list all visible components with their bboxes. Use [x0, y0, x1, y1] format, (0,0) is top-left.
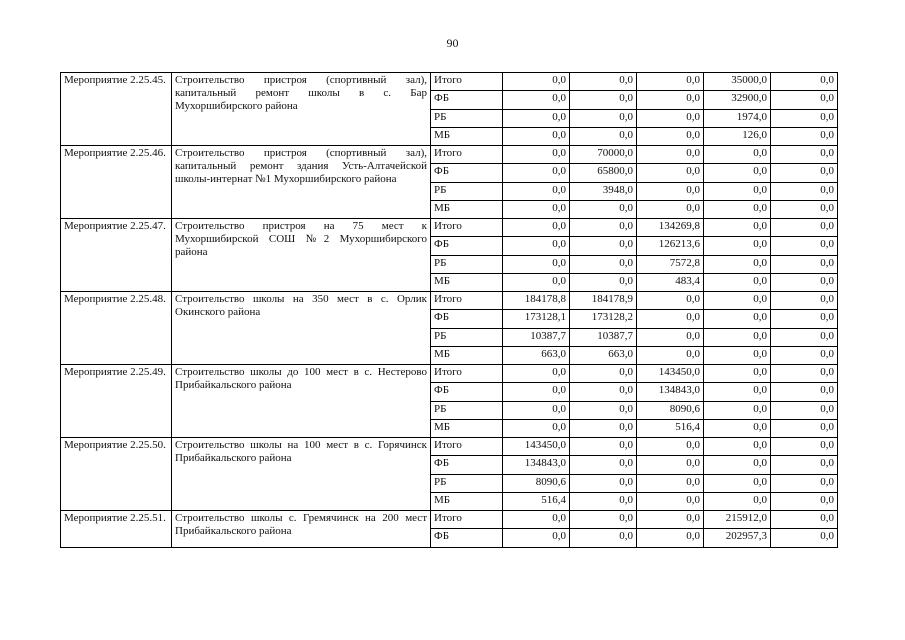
- funding-value: 0,0: [704, 292, 771, 310]
- funding-source: Итого: [431, 511, 503, 529]
- funding-source: ФБ: [431, 237, 503, 256]
- funding-value: 0,0: [771, 475, 838, 493]
- funding-value: 0,0: [637, 164, 704, 183]
- funding-value: 134843,0: [503, 456, 570, 475]
- funding-value: 0,0: [771, 511, 838, 529]
- funding-value: 0,0: [771, 402, 838, 420]
- funding-value: 0,0: [637, 529, 704, 548]
- funding-value: 0,0: [637, 347, 704, 365]
- table-row: [61, 292, 838, 310]
- funding-value: 0,0: [771, 91, 838, 110]
- table-row: [61, 438, 838, 456]
- funding-value: 0,0: [637, 493, 704, 511]
- funding-value: 65800,0: [570, 164, 637, 183]
- funding-value: 0,0: [570, 274, 637, 292]
- funding-value: 0,0: [771, 219, 838, 237]
- measure-description: Строительство пристроя на 75 мест к Мухоршибирской СОШ №2 Мухоршибирского района: [172, 219, 431, 292]
- funding-value: 0,0: [704, 475, 771, 493]
- funding-value: 0,0: [637, 183, 704, 201]
- funding-value: 0,0: [771, 310, 838, 329]
- funding-value: 0,0: [771, 274, 838, 292]
- funding-value: 0,0: [771, 529, 838, 548]
- funding-source: МБ: [431, 128, 503, 146]
- funding-value: 0,0: [570, 219, 637, 237]
- funding-value: 0,0: [771, 183, 838, 201]
- measure-code: Мероприятие 2.25.45.: [61, 73, 172, 146]
- funding-source: РБ: [431, 256, 503, 274]
- funding-value: 0,0: [637, 310, 704, 329]
- funding-value: 0,0: [704, 274, 771, 292]
- funding-value: 0,0: [637, 511, 704, 529]
- funding-value: 0,0: [503, 529, 570, 548]
- measure-description: Строительство пристроя (спортивный зал), капитальный ремонт здания Усть-Алтачейской школы-интернат №1 Мухоршибирского района: [172, 146, 431, 219]
- funding-value: 184178,9: [570, 292, 637, 310]
- measure-code: Мероприятие 2.25.46.: [61, 146, 172, 219]
- funding-value: 0,0: [771, 237, 838, 256]
- funding-value: 0,0: [503, 146, 570, 164]
- funding-value: 0,0: [503, 383, 570, 402]
- funding-value: 0,0: [637, 73, 704, 91]
- funding-value: 7572,8: [637, 256, 704, 274]
- measure-code: Мероприятие 2.25.48.: [61, 292, 172, 365]
- funding-value: 0,0: [771, 420, 838, 438]
- funding-value: 134269,8: [637, 219, 704, 237]
- funding-value: 0,0: [704, 383, 771, 402]
- measure-description: Строительство школы до 100 мест в с. Нестерово Прибайкальского района: [172, 365, 431, 438]
- funding-value: 0,0: [704, 310, 771, 329]
- funding-value: 0,0: [503, 73, 570, 91]
- funding-value: 0,0: [771, 292, 838, 310]
- funding-value: 0,0: [704, 493, 771, 511]
- funding-value: 0,0: [637, 456, 704, 475]
- page-number: 90: [446, 36, 459, 50]
- funding-value: 0,0: [704, 219, 771, 237]
- measure-description: Строительство школы с. Гремячинск на 200 мест Прибайкальского района: [172, 511, 431, 548]
- table-row: [61, 146, 838, 164]
- funding-value: 70000,0: [570, 146, 637, 164]
- funding-value: 0,0: [704, 201, 771, 219]
- funding-value: 35000,0: [704, 73, 771, 91]
- funding-value: 0,0: [637, 91, 704, 110]
- funding-value: 0,0: [570, 511, 637, 529]
- measure-code: Мероприятие 2.25.49.: [61, 365, 172, 438]
- funding-value: 0,0: [771, 365, 838, 383]
- funding-source: МБ: [431, 274, 503, 292]
- funding-value: 0,0: [503, 164, 570, 183]
- funding-value: 0,0: [570, 110, 637, 128]
- table-row: [61, 73, 838, 91]
- funding-source: РБ: [431, 475, 503, 493]
- funding-value: 0,0: [503, 183, 570, 201]
- funding-table: [60, 72, 838, 548]
- measure-description: Строительство школы на 100 мест в с. Горячинск Прибайкальского района: [172, 438, 431, 511]
- funding-source: ФБ: [431, 529, 503, 548]
- funding-value: 0,0: [704, 256, 771, 274]
- funding-value: 0,0: [704, 456, 771, 475]
- funding-value: 3948,0: [570, 183, 637, 201]
- funding-value: 0,0: [570, 128, 637, 146]
- funding-value: 0,0: [503, 201, 570, 219]
- funding-value: 173128,2: [570, 310, 637, 329]
- funding-value: 663,0: [503, 347, 570, 365]
- funding-value: 134843,0: [637, 383, 704, 402]
- funding-source: Итого: [431, 292, 503, 310]
- funding-value: 0,0: [704, 183, 771, 201]
- funding-value: 0,0: [637, 146, 704, 164]
- funding-value: 0,0: [570, 456, 637, 475]
- funding-value: 0,0: [503, 219, 570, 237]
- funding-value: 0,0: [570, 201, 637, 219]
- funding-source: ФБ: [431, 383, 503, 402]
- funding-source: МБ: [431, 493, 503, 511]
- funding-source: Итого: [431, 146, 503, 164]
- funding-source: Итого: [431, 365, 503, 383]
- funding-value: 0,0: [771, 73, 838, 91]
- funding-value: 0,0: [570, 529, 637, 548]
- funding-value: 215912,0: [704, 511, 771, 529]
- funding-value: 0,0: [704, 347, 771, 365]
- funding-source: МБ: [431, 347, 503, 365]
- funding-value: 0,0: [503, 91, 570, 110]
- funding-value: 126213,6: [637, 237, 704, 256]
- funding-value: 0,0: [570, 365, 637, 383]
- funding-value: 0,0: [704, 365, 771, 383]
- funding-value: 0,0: [771, 493, 838, 511]
- funding-value: 0,0: [503, 274, 570, 292]
- funding-value: 202957,3: [704, 529, 771, 548]
- funding-source: РБ: [431, 402, 503, 420]
- funding-value: 0,0: [771, 329, 838, 347]
- funding-value: 0,0: [637, 292, 704, 310]
- funding-value: 0,0: [570, 383, 637, 402]
- funding-source: ФБ: [431, 91, 503, 110]
- funding-value: 0,0: [570, 73, 637, 91]
- funding-source: Итого: [431, 219, 503, 237]
- table-row: [61, 511, 838, 529]
- funding-value: 483,4: [637, 274, 704, 292]
- funding-value: 0,0: [570, 402, 637, 420]
- funding-value: 0,0: [637, 110, 704, 128]
- funding-value: 0,0: [704, 237, 771, 256]
- funding-value: 10387,7: [503, 329, 570, 347]
- funding-value: 0,0: [637, 438, 704, 456]
- measure-code: Мероприятие 2.25.47.: [61, 219, 172, 292]
- funding-value: 0,0: [503, 237, 570, 256]
- funding-source: Итого: [431, 438, 503, 456]
- funding-value: 143450,0: [503, 438, 570, 456]
- funding-value: 1974,0: [704, 110, 771, 128]
- funding-value: 663,0: [570, 347, 637, 365]
- funding-value: 0,0: [771, 110, 838, 128]
- funding-value: 173128,1: [503, 310, 570, 329]
- funding-value: 0,0: [570, 438, 637, 456]
- funding-value: 0,0: [704, 329, 771, 347]
- funding-value: 126,0: [704, 128, 771, 146]
- funding-value: 0,0: [570, 256, 637, 274]
- funding-value: 0,0: [570, 237, 637, 256]
- funding-value: 0,0: [503, 128, 570, 146]
- funding-source: ФБ: [431, 310, 503, 329]
- measure-description: Строительство школы на 350 мест в с. Орлик Окинского района: [172, 292, 431, 365]
- funding-source: РБ: [431, 183, 503, 201]
- funding-source: ФБ: [431, 456, 503, 475]
- funding-value: 0,0: [771, 201, 838, 219]
- funding-value: 0,0: [503, 365, 570, 383]
- funding-source: МБ: [431, 420, 503, 438]
- funding-value: 32900,0: [704, 91, 771, 110]
- funding-value: 0,0: [637, 201, 704, 219]
- measure-description: Строительство пристроя (спортивный зал), капитальный ремонт школы в с. Бар Мухоршибирского района: [172, 73, 431, 146]
- funding-value: 0,0: [771, 164, 838, 183]
- measure-code: Мероприятие 2.25.51.: [61, 511, 172, 548]
- funding-value: 516,4: [637, 420, 704, 438]
- funding-value: 0,0: [704, 146, 771, 164]
- measure-code: Мероприятие 2.25.50.: [61, 438, 172, 511]
- funding-value: 8090,6: [637, 402, 704, 420]
- funding-value: 143450,0: [637, 365, 704, 383]
- funding-value: 0,0: [771, 128, 838, 146]
- funding-value: 0,0: [637, 475, 704, 493]
- funding-value: 10387,7: [570, 329, 637, 347]
- funding-value: 0,0: [503, 420, 570, 438]
- funding-value: 0,0: [570, 475, 637, 493]
- funding-value: 0,0: [503, 402, 570, 420]
- funding-value: 0,0: [570, 420, 637, 438]
- funding-value: 0,0: [704, 164, 771, 183]
- table-row: [61, 365, 838, 383]
- funding-value: 0,0: [637, 128, 704, 146]
- funding-value: 0,0: [704, 438, 771, 456]
- funding-value: 184178,8: [503, 292, 570, 310]
- funding-source: МБ: [431, 201, 503, 219]
- funding-value: 0,0: [503, 110, 570, 128]
- funding-value: 0,0: [771, 256, 838, 274]
- funding-value: 0,0: [771, 383, 838, 402]
- funding-value: 0,0: [503, 256, 570, 274]
- funding-source: ФБ: [431, 164, 503, 183]
- funding-source: Итого: [431, 73, 503, 91]
- funding-value: 0,0: [704, 420, 771, 438]
- funding-value: 0,0: [503, 511, 570, 529]
- funding-value: 0,0: [637, 329, 704, 347]
- funding-value: 0,0: [771, 456, 838, 475]
- funding-value: 0,0: [570, 493, 637, 511]
- funding-value: 516,4: [503, 493, 570, 511]
- funding-value: 0,0: [704, 402, 771, 420]
- funding-value: 0,0: [771, 347, 838, 365]
- funding-value: 0,0: [570, 91, 637, 110]
- funding-table-body: [61, 73, 838, 548]
- table-row: [61, 219, 838, 237]
- funding-value: 0,0: [771, 438, 838, 456]
- funding-value: 0,0: [771, 146, 838, 164]
- funding-value: 8090,6: [503, 475, 570, 493]
- funding-source: РБ: [431, 329, 503, 347]
- funding-source: РБ: [431, 110, 503, 128]
